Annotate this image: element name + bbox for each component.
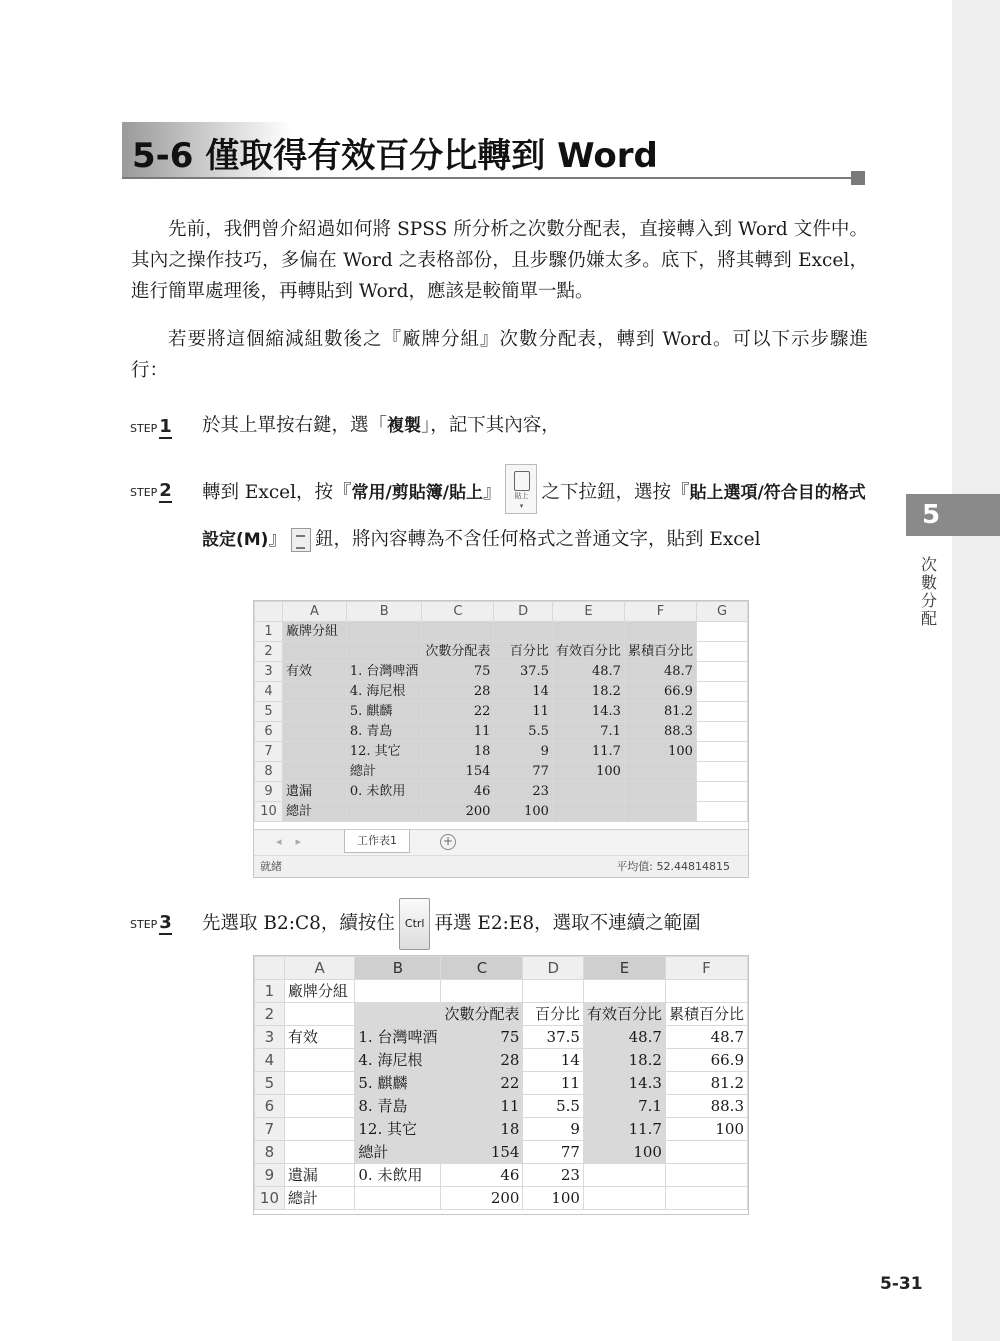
cell[interactable]: 88.3 xyxy=(624,722,696,742)
table-row xyxy=(255,782,748,802)
cell[interactable] xyxy=(696,682,747,702)
table-row xyxy=(255,980,748,1003)
cell[interactable]: 28 xyxy=(441,1049,523,1072)
cell[interactable] xyxy=(624,622,696,642)
cell[interactable] xyxy=(355,980,441,1003)
select-all-corner[interactable] xyxy=(255,602,283,622)
cell[interactable] xyxy=(283,742,347,762)
cell[interactable]: 28 xyxy=(422,682,494,702)
cell[interactable] xyxy=(346,622,422,642)
table-row xyxy=(255,1118,748,1141)
cell[interactable] xyxy=(665,980,747,1003)
column-header[interactable]: F xyxy=(665,957,747,980)
cell[interactable]: 12. 其它 xyxy=(355,1118,441,1141)
cell[interactable]: 14.3 xyxy=(552,702,624,722)
column-header[interactable]: E xyxy=(583,957,665,980)
cell[interactable]: 次數分配表 xyxy=(422,642,494,662)
cell[interactable]: 154 xyxy=(441,1141,523,1164)
cell[interactable] xyxy=(284,1095,354,1118)
cell[interactable] xyxy=(283,722,347,742)
cell[interactable] xyxy=(346,802,422,822)
cell[interactable] xyxy=(284,1049,354,1072)
side-band xyxy=(952,0,1000,1341)
chapter-name: 次數分配 xyxy=(920,555,937,628)
cell[interactable]: 9 xyxy=(523,1118,583,1141)
table-row xyxy=(255,622,748,642)
section-heading xyxy=(122,122,867,180)
table-row xyxy=(255,722,748,742)
column-header[interactable]: G xyxy=(696,602,747,622)
cell[interactable]: 1. 台灣啤酒 xyxy=(355,1026,441,1049)
cell[interactable]: 46 xyxy=(422,782,494,802)
sheet-tab[interactable]: 工作表1 xyxy=(344,830,410,853)
cell[interactable]: 總計 xyxy=(283,802,347,822)
cell[interactable]: 100 xyxy=(583,1141,665,1164)
cell[interactable]: 1. 台灣啤酒 xyxy=(346,662,422,682)
column-header[interactable]: D xyxy=(523,957,583,980)
cell[interactable]: 66.9 xyxy=(624,682,696,702)
row-header[interactable]: 7 xyxy=(255,1118,285,1141)
cell[interactable] xyxy=(284,1003,354,1026)
row-header[interactable]: 10 xyxy=(255,802,283,822)
cell[interactable]: 4. 海尼根 xyxy=(355,1049,441,1072)
row-header[interactable]: 10 xyxy=(255,1187,285,1210)
cell[interactable]: 46 xyxy=(441,1164,523,1187)
cell[interactable]: 14 xyxy=(494,682,552,702)
cell[interactable] xyxy=(583,1187,665,1210)
column-header[interactable]: C xyxy=(422,602,494,622)
cell[interactable] xyxy=(624,762,696,782)
cell[interactable]: 有效 xyxy=(284,1026,354,1049)
cell[interactable] xyxy=(283,702,347,722)
cell[interactable]: 22 xyxy=(441,1072,523,1095)
cell[interactable]: 0. 未飲用 xyxy=(346,782,422,802)
cell[interactable] xyxy=(696,802,747,822)
column-header[interactable]: B xyxy=(355,957,441,980)
step-2-label: STEP 2 xyxy=(130,480,172,501)
row-header[interactable]: 5 xyxy=(255,1072,285,1095)
chapter-tab: 5 xyxy=(906,494,1000,536)
cell[interactable] xyxy=(696,642,747,662)
chevron-down-icon: ▾ xyxy=(519,502,524,510)
cell[interactable] xyxy=(624,782,696,802)
row-header[interactable]: 8 xyxy=(255,762,283,782)
cell[interactable]: 18 xyxy=(441,1118,523,1141)
column-header[interactable]: F xyxy=(624,602,696,622)
cell[interactable]: 100 xyxy=(523,1187,583,1210)
row-header[interactable]: 4 xyxy=(255,682,283,702)
cell[interactable]: 48.7 xyxy=(624,662,696,682)
table-row xyxy=(255,1026,748,1049)
row-header[interactable]: 8 xyxy=(255,1141,285,1164)
cell[interactable] xyxy=(283,762,347,782)
excel-sheet-1 xyxy=(253,600,749,878)
column-header[interactable]: B xyxy=(346,602,422,622)
cell[interactable]: 154 xyxy=(422,762,494,782)
cell[interactable]: 48.7 xyxy=(552,662,624,682)
cell[interactable] xyxy=(583,980,665,1003)
cell[interactable]: 18.2 xyxy=(583,1049,665,1072)
cell[interactable] xyxy=(552,622,624,642)
steps-intro-paragraph: 若要將這個縮減組數後之『廠牌分組』次數分配表，轉到 Word。可以下示步驟進行： xyxy=(131,329,868,381)
cell[interactable] xyxy=(494,622,552,642)
section-title: 5-6 僅取得有效百分比轉到 Word xyxy=(132,136,658,176)
sheet-tabs-bar xyxy=(254,829,748,856)
select-all-corner[interactable] xyxy=(255,957,285,980)
table-row xyxy=(255,1095,748,1118)
column-header[interactable]: D xyxy=(494,602,552,622)
cell[interactable]: 5.5 xyxy=(494,722,552,742)
cell[interactable] xyxy=(355,1003,441,1026)
cell[interactable]: 有效百分比 xyxy=(552,642,624,662)
column-header[interactable]: E xyxy=(552,602,624,622)
cell[interactable]: 11 xyxy=(494,702,552,722)
cell[interactable] xyxy=(696,762,747,782)
cell[interactable]: 5.5 xyxy=(523,1095,583,1118)
step-3-text: 先選取 B2:C8，續按住 Ctrl 再選 E2:E8，選取不連續之範圍 xyxy=(202,898,868,950)
cell[interactable]: 遺漏 xyxy=(283,782,347,802)
status-bar xyxy=(254,855,748,878)
cell[interactable] xyxy=(696,782,747,802)
table-row xyxy=(255,742,748,762)
cell[interactable]: 88.3 xyxy=(665,1095,747,1118)
cell[interactable]: 11.7 xyxy=(583,1118,665,1141)
cell[interactable]: 總計 xyxy=(355,1141,441,1164)
keep-text-only-icon[interactable] xyxy=(291,528,311,552)
cell[interactable]: 5. 麒麟 xyxy=(355,1072,441,1095)
cell[interactable]: 81.2 xyxy=(665,1072,747,1095)
sheet-1-grid xyxy=(254,601,748,822)
cell[interactable] xyxy=(284,1141,354,1164)
sheet-2-grid xyxy=(254,956,748,1210)
cell[interactable]: 百分比 xyxy=(523,1003,583,1026)
cell[interactable]: 75 xyxy=(422,662,494,682)
table-row xyxy=(255,642,748,662)
cell[interactable]: 100 xyxy=(665,1118,747,1141)
column-header[interactable]: A xyxy=(284,957,354,980)
cell[interactable] xyxy=(523,980,583,1003)
cell[interactable]: 37.5 xyxy=(494,662,552,682)
cell[interactable] xyxy=(696,742,747,762)
table-row xyxy=(255,1003,748,1026)
ctrl-key: Ctrl xyxy=(399,898,431,950)
cell[interactable] xyxy=(624,802,696,822)
cell[interactable] xyxy=(665,1141,747,1164)
cell[interactable]: 有效 xyxy=(283,662,347,682)
cell[interactable]: 有效百分比 xyxy=(583,1003,665,1026)
column-header[interactable]: C xyxy=(441,957,523,980)
clipboard-icon xyxy=(514,471,530,491)
row-header[interactable]: 3 xyxy=(255,1026,285,1049)
cell[interactable]: 37.5 xyxy=(523,1026,583,1049)
status-average: 平均值: 52.44814815 xyxy=(616,860,730,873)
step-1-label: STEP 1 xyxy=(130,416,172,437)
row-header[interactable]: 6 xyxy=(255,722,283,742)
cell[interactable] xyxy=(346,642,422,662)
column-header[interactable]: A xyxy=(283,602,347,622)
status-ready: 就緒 xyxy=(260,860,282,873)
cell[interactable]: 7.1 xyxy=(583,1095,665,1118)
step-1-text: 於其上單按右鍵，選「複製」，記下其內容， xyxy=(202,415,560,436)
cell[interactable]: 4. 海尼根 xyxy=(346,682,422,702)
excel-sheet-2 xyxy=(253,955,749,1215)
row-header[interactable]: 3 xyxy=(255,662,283,682)
cell[interactable] xyxy=(284,1118,354,1141)
sheet-nav-arrows-icon[interactable]: ◂▸ xyxy=(276,835,316,848)
cell[interactable] xyxy=(355,1187,441,1210)
table-row xyxy=(255,802,748,822)
row-header[interactable]: 1 xyxy=(255,980,285,1003)
cell[interactable]: 7.1 xyxy=(552,722,624,742)
cell[interactable]: 100 xyxy=(552,762,624,782)
table-row xyxy=(255,762,748,782)
cell[interactable]: 廠牌分組 xyxy=(284,980,354,1003)
row-header[interactable]: 5 xyxy=(255,702,283,722)
row-header[interactable]: 4 xyxy=(255,1049,285,1072)
cell[interactable] xyxy=(441,980,523,1003)
cell[interactable]: 18 xyxy=(422,742,494,762)
cell[interactable]: 百分比 xyxy=(494,642,552,662)
cell[interactable] xyxy=(283,682,347,702)
cell[interactable] xyxy=(665,1187,747,1210)
cell[interactable]: 200 xyxy=(422,802,494,822)
cell[interactable]: 81.2 xyxy=(624,702,696,722)
cell[interactable]: 11 xyxy=(422,722,494,742)
cell[interactable]: 66.9 xyxy=(665,1049,747,1072)
cell[interactable] xyxy=(696,702,747,722)
table-row xyxy=(255,1164,748,1187)
cell[interactable] xyxy=(583,1164,665,1187)
cell[interactable]: 11.7 xyxy=(552,742,624,762)
cell[interactable] xyxy=(422,622,494,642)
cell[interactable]: 累積百分比 xyxy=(624,642,696,662)
cell[interactable]: 200 xyxy=(441,1187,523,1210)
row-header[interactable]: 2 xyxy=(255,1003,285,1026)
add-sheet-icon[interactable]: + xyxy=(440,834,456,850)
cell[interactable]: 廠牌分組 xyxy=(283,622,347,642)
row-header[interactable]: 9 xyxy=(255,782,283,802)
table-row xyxy=(255,1049,748,1072)
cell[interactable] xyxy=(696,622,747,642)
cell[interactable]: 累積百分比 xyxy=(665,1003,747,1026)
cell[interactable]: 77 xyxy=(494,762,552,782)
cell[interactable]: 9 xyxy=(494,742,552,762)
row-header[interactable]: 1 xyxy=(255,622,283,642)
table-row xyxy=(255,702,748,722)
cell[interactable]: 0. 未飲用 xyxy=(355,1164,441,1187)
cell[interactable]: 22 xyxy=(422,702,494,722)
cell[interactable]: 100 xyxy=(624,742,696,762)
cell[interactable]: 總計 xyxy=(284,1187,354,1210)
cell[interactable] xyxy=(552,802,624,822)
cell[interactable]: 8. 青島 xyxy=(346,722,422,742)
cell[interactable]: 12. 其它 xyxy=(346,742,422,762)
intro-paragraph: 先前，我們曾介紹過如何將 SPSS 所分析之次數分配表，直接轉入到 Word 文件中。其內之操作技巧，多偏在 Word 之表格部份，且步驟仍嫌太多。底下，將其轉到 Excel，進行簡單處理後，再轉貼到 Word，應該是較簡單一點。 xyxy=(131,219,868,302)
row-header[interactable]: 2 xyxy=(255,642,283,662)
cell[interactable]: 5. 麒麟 xyxy=(346,702,422,722)
cell[interactable] xyxy=(284,1072,354,1095)
cell[interactable] xyxy=(552,782,624,802)
cell[interactable] xyxy=(283,642,347,662)
cell[interactable]: 次數分配表 xyxy=(441,1003,523,1026)
cell[interactable]: 14 xyxy=(523,1049,583,1072)
cell[interactable]: 77 xyxy=(523,1141,583,1164)
cell[interactable]: 75 xyxy=(441,1026,523,1049)
cell[interactable]: 14.3 xyxy=(583,1072,665,1095)
table-row xyxy=(255,682,748,702)
cell[interactable] xyxy=(665,1164,747,1187)
table-row xyxy=(255,662,748,682)
cell[interactable]: 遺漏 xyxy=(284,1164,354,1187)
table-row xyxy=(255,1072,748,1095)
paste-button[interactable]: 貼上 ▾ xyxy=(505,464,537,514)
row-header[interactable]: 7 xyxy=(255,742,283,762)
cell[interactable]: 48.7 xyxy=(583,1026,665,1049)
cell[interactable]: 總計 xyxy=(346,762,422,782)
cell[interactable]: 23 xyxy=(523,1164,583,1187)
cell[interactable]: 11 xyxy=(523,1072,583,1095)
cell[interactable]: 18.2 xyxy=(552,682,624,702)
step-2-text: 轉到 Excel，按『常用/剪貼簿/貼上』 貼上 ▾ 之下拉鈕，選按『貼上選項/符合目的格式設定(M)』 鈕，將內容轉為不含任何格式之普通文字，貼到 Excel xyxy=(202,468,868,562)
cell[interactable]: 8. 青島 xyxy=(355,1095,441,1118)
row-header[interactable]: 6 xyxy=(255,1095,285,1118)
table-row xyxy=(255,1141,748,1164)
page-number: 5-31 xyxy=(880,1274,923,1294)
cell[interactable]: 23 xyxy=(494,782,552,802)
cell[interactable] xyxy=(696,662,747,682)
cell[interactable] xyxy=(696,722,747,742)
cell[interactable]: 48.7 xyxy=(665,1026,747,1049)
cell[interactable]: 100 xyxy=(494,802,552,822)
row-header[interactable]: 9 xyxy=(255,1164,285,1187)
cell[interactable]: 11 xyxy=(441,1095,523,1118)
table-row xyxy=(255,1187,748,1210)
step-3-label: STEP 3 xyxy=(130,912,172,933)
